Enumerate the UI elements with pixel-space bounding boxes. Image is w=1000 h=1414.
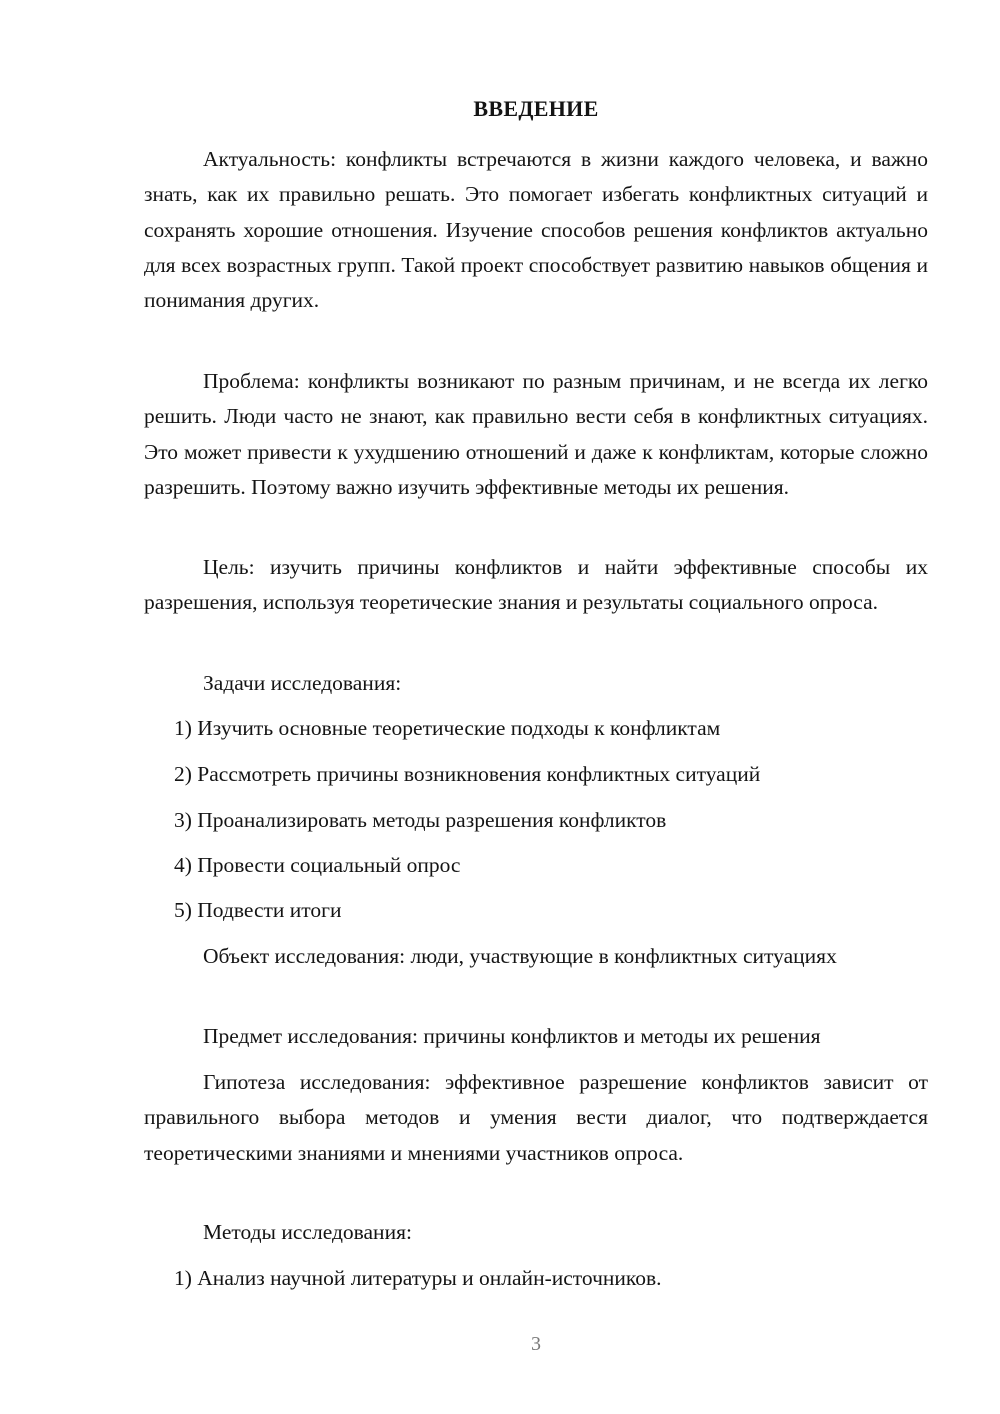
object-paragraph: Объект исследования: люди, участвующие в конфликтных ситуациях	[203, 944, 837, 968]
task-item: 5) Подвести итоги	[174, 898, 342, 922]
page-title: ВВЕДЕНИЕ	[473, 96, 599, 121]
tasks-heading: Задачи исследования:	[203, 671, 402, 695]
methods-heading: Методы исследования:	[203, 1220, 412, 1244]
hypothesis-paragraph: Гипотеза исследования: эффективное разрешение конфликтов зависит от правильного выбора методов и умения вести диалог, что подтверждается теоретическими знаниями и мнениями участников опроса.	[144, 1070, 928, 1165]
problem-paragraph: Проблема: конфликты возникают по разным причинам, и не всегда их легко решить. Люди часто не знают, как правильно вести себя в конфликтных ситуациях. Это может привести к ухудшению отношений и даже к конфликтам, которые сложно разрешить. Поэтому важно изучить эффективные методы их решения.	[144, 369, 928, 499]
task-item: 3) Проанализировать методы разрешения конфликтов	[174, 808, 667, 832]
task-item: 1) Изучить основные теоретические подходы к конфликтам	[174, 716, 721, 740]
page-number: 3	[531, 1333, 541, 1355]
subject-paragraph: Предмет исследования: причины конфликтов и методы их решения	[203, 1024, 821, 1048]
goal-paragraph: Цель: изучить причины конфликтов и найти эффективные способы их разрешения, используя теоретические знания и результаты социального опроса.	[144, 555, 928, 615]
task-item: 4) Провести социальный опрос	[174, 853, 461, 877]
task-item: 2) Рассмотреть причины возникновения конфликтных ситуаций	[174, 762, 761, 786]
method-item: 1) Анализ научной литературы и онлайн-источников.	[174, 1266, 662, 1290]
relevance-paragraph: Актуальность: конфликты встречаются в жизни каждого человека, и важно знать, как их правильно решать. Это помогает избегать конфликтных ситуаций и сохранять хорошие отношения. Изучение способов решения конфликтов актуально для всех возрастных групп. Такой проект способствует развитию навыков общения и понимания других.	[144, 147, 928, 313]
